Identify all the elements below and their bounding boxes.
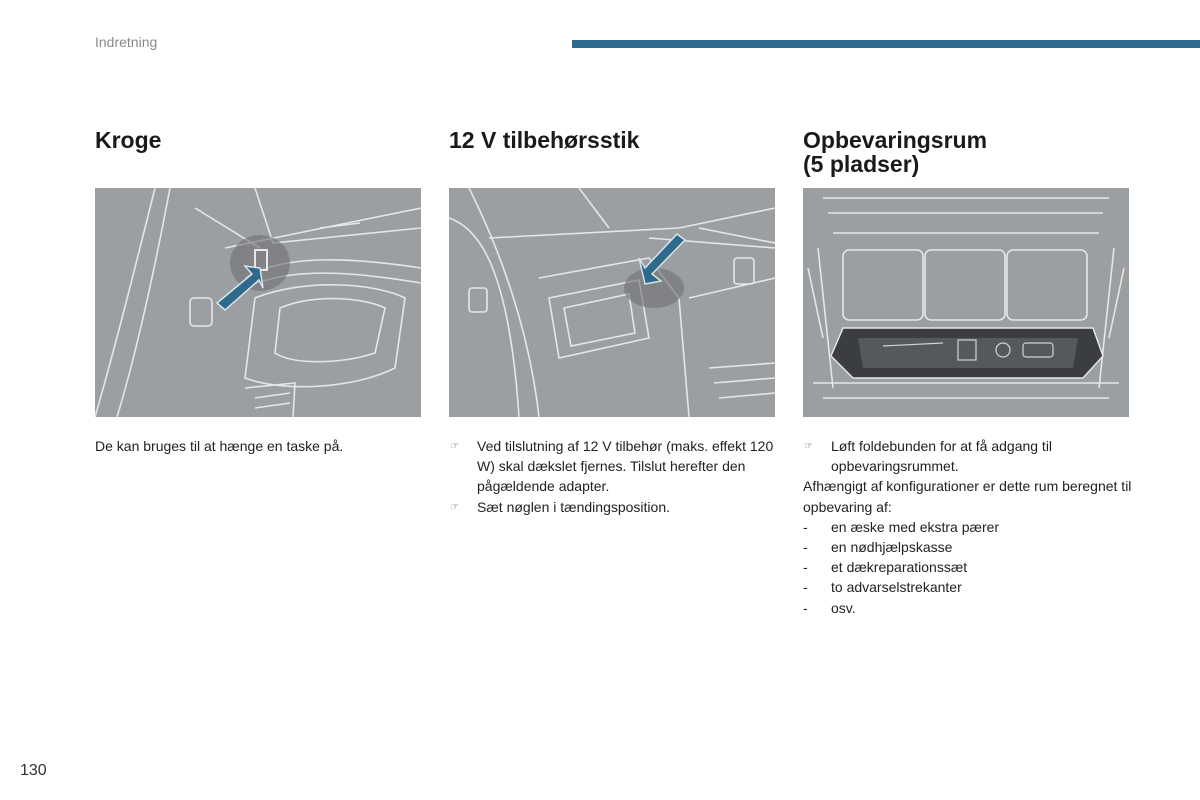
heading-socket: 12 V tilbehørsstik xyxy=(449,127,640,153)
list-item: - en nødhjælpskasse xyxy=(803,539,953,556)
list-item: - to advarselstrekanter xyxy=(803,579,962,596)
accessory-socket-illustration xyxy=(449,188,775,417)
hook-illustration xyxy=(95,188,421,417)
socket-text xyxy=(449,436,779,517)
column-storage xyxy=(803,127,1132,616)
bullet-item: ☞ Løft foldebunden for at få adgang til opbevaringsrummet. xyxy=(804,438,1053,475)
storage-paragraph: Afhængigt af konfigurationer er dette rum beregnet til opbevaring af: xyxy=(803,478,1132,515)
list-item: - osv. xyxy=(803,599,856,616)
list-item: - et dækreparationssæt xyxy=(803,559,968,576)
page-number: 130 xyxy=(20,762,47,779)
pointing-hand-icon: ☞ xyxy=(450,501,459,513)
pointing-hand-icon: ☞ xyxy=(450,441,459,452)
heading-hooks: Kroge xyxy=(95,127,162,153)
section-label: Indretning xyxy=(95,34,158,50)
list-item: - en æske med ekstra pærer xyxy=(803,518,1000,535)
bullet-item: ☞ Ved tilslutning af 12 V tilbehør (maks. effekt 120 W) skal dækslet fjernes. Tilslut herefter den pågældende adapter. xyxy=(450,438,774,495)
column-hooks xyxy=(95,127,421,454)
column-socket xyxy=(449,127,775,515)
bullet-item: ☞ Sæt nøglen i tændingsposition. xyxy=(449,497,779,517)
storage-text xyxy=(803,436,1133,618)
pointing-hand-icon: ☞ xyxy=(804,441,813,452)
heading-storage: Opbevaringsrum (5 pladser) xyxy=(803,127,988,177)
storage-compartment-illustration xyxy=(803,188,1129,417)
hooks-text: De kan bruges til at hænge en taske på. xyxy=(95,438,344,454)
header-rule xyxy=(572,40,1200,48)
